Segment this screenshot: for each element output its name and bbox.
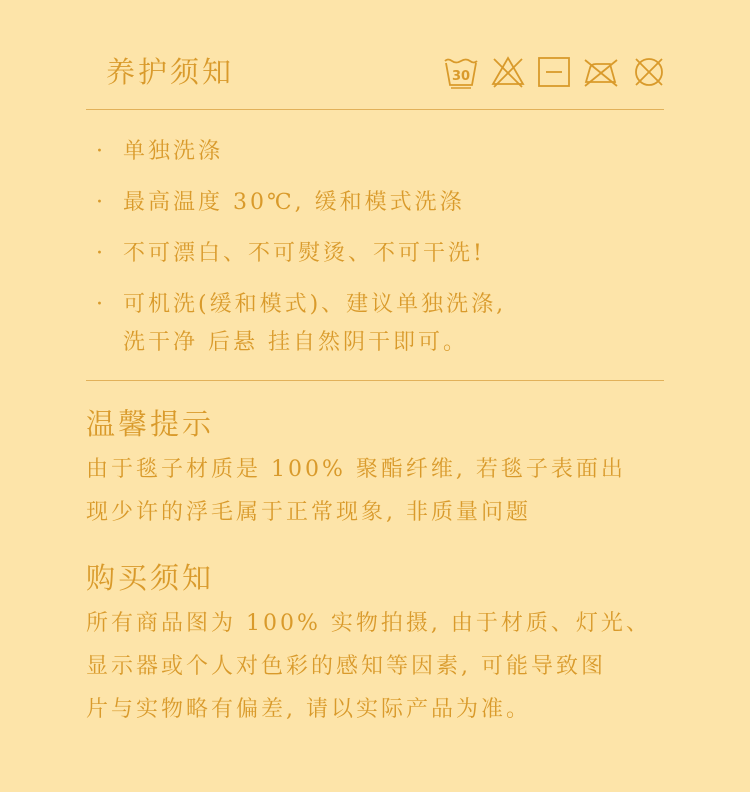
bullet: ·	[96, 139, 106, 164]
bullet: ·	[96, 241, 106, 266]
care-title: 养护须知	[106, 55, 235, 89]
svg-text:30: 30	[451, 69, 471, 84]
no-iron-icon	[582, 55, 620, 89]
divider-middle	[86, 380, 664, 381]
buy-line: 显示器或个人对色彩的感知等因素, 可能导致图	[86, 654, 606, 679]
wash-30-icon	[443, 55, 479, 89]
bullet: ·	[96, 190, 106, 215]
care-item-text: 最高温度 30℃, 缓和模式洗涤	[123, 190, 465, 215]
tip-line: 现少许的浮毛属于正常现象, 非质量问题	[86, 500, 531, 525]
dry-flat-icon	[537, 55, 571, 89]
buy-line: 片与实物略有偏差, 请以实际产品为准。	[86, 697, 531, 722]
tip-text	[86, 448, 676, 534]
care-item-text-continued: 洗干净 后悬 挂自然阴干即可。	[123, 330, 468, 355]
care-icons	[443, 55, 667, 89]
tip-line: 由于毯子材质是 100% 聚酯纤维, 若毯子表面出	[86, 457, 626, 482]
tip-title: 温馨提示	[86, 407, 215, 441]
care-item-text: 单独洗涤	[123, 139, 224, 164]
list-item	[96, 177, 506, 228]
divider-top	[86, 109, 664, 110]
care-item-text: 不可漂白、不可熨烫、不可干洗!	[123, 241, 485, 266]
no-dry-clean-icon	[631, 55, 667, 89]
buy-text	[86, 602, 676, 731]
list-item	[96, 279, 506, 360]
buy-line: 所有商品图为 100% 实物拍摄, 由于材质、灯光、	[86, 611, 651, 636]
no-bleach-icon	[490, 55, 526, 89]
buy-title: 购买须知	[86, 561, 215, 595]
care-item-text: 可机洗(缓和模式)、建议单独洗涤,	[123, 292, 507, 317]
list-item	[96, 228, 506, 279]
list-item	[96, 126, 506, 177]
bullet: ·	[96, 292, 106, 317]
care-list	[96, 126, 506, 360]
